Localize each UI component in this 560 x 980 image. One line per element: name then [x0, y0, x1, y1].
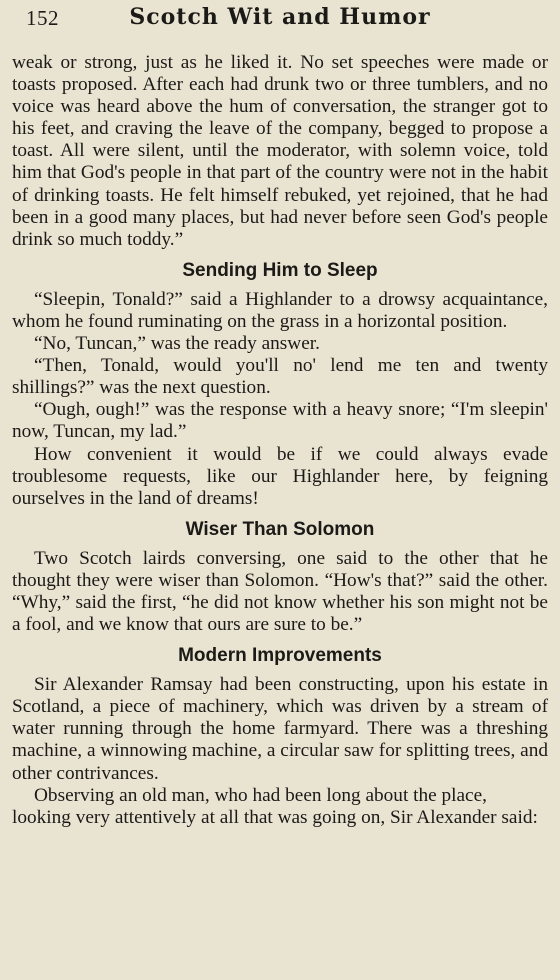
- paragraph: “Ough, ough!” was the response with a heavy snore; “I'm sleepin' now, Tuncan, my lad.”: [12, 399, 548, 443]
- page-number: 152: [26, 6, 59, 30]
- heading-sending-him-to-sleep: Sending Him to Sleep: [182, 259, 378, 281]
- heading-modern-improvements: Modern Improvements: [178, 645, 382, 667]
- heading-wiser-than-solomon: Wiser Than Solomon: [185, 518, 375, 540]
- paragraph: “Then, Tonald, would you'll no' lend me ten and twenty shillings?” was the next question.: [12, 355, 548, 399]
- paragraph-intro: weak or strong, just as he liked it. No set speeches were made or toasts proposed. After each had drunk two or three tumblers, and no voice was heard above the hum of conversation, the stranger got to his feet, and craving the leave of the company, begged to propose a toast. All were silent, until the moderator, with solemn voice, told him that God's people in that part of the country were not in the habit of drinking toasts. He felt himself rebuked, yet rejoined, that he had been in a good many places, but had never before seen God's people drink so much toddy.”: [12, 52, 548, 250]
- paragraph: Sir Alexander Ramsay had been constructing, upon his estate in Scotland, a piece of machinery, which was driven by a stream of water running through the home farmyard. There was a threshing machine, a winnowing machine, a circular saw for splitting trees, and other contrivances.: [12, 674, 548, 784]
- page-body: [12, 52, 548, 829]
- running-title: Scotch Wit and Humor: [129, 4, 431, 30]
- paragraph: How convenient it would be if we could always evade troublesome requests, like our Highlander here, by feigning ourselves in the land of dreams!: [12, 443, 548, 509]
- paragraph: Observing an old man, who had been long about the place, looking very attentively at all that was going on, Sir Alexander said:: [12, 784, 538, 828]
- paragraph: “Sleepin, Tonald?” said a Highlander to a drowsy acquaintance, whom he found ruminating on the grass in a horizontal position.: [12, 288, 548, 332]
- paragraph: Two Scotch lairds conversing, one said to the other that he thought they were wiser than Solomon. “How's that?” said the other. “Why,” said the first, “he did not know whether his son might not be a fool, and we know that ours are sure to be.”: [12, 547, 548, 636]
- page-header: [12, 0, 548, 52]
- paragraph: “No, Tuncan,” was the ready answer.: [34, 333, 320, 355]
